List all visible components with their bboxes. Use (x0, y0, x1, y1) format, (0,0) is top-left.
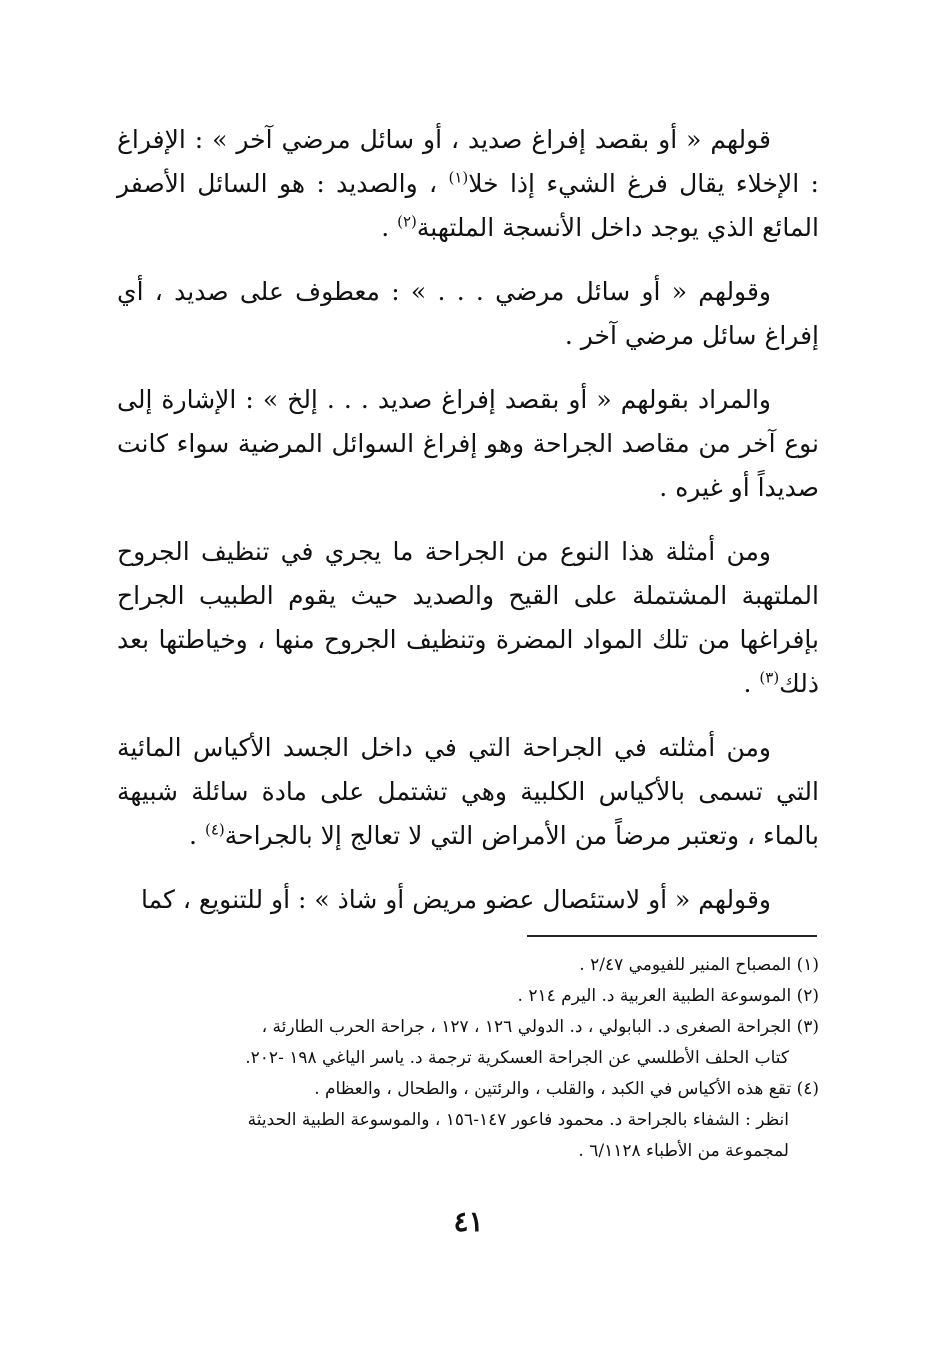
main-text (117, 118, 819, 942)
page-number: ٤١ (453, 1205, 484, 1238)
footnote-ref-4[interactable]: (٤) (204, 820, 225, 839)
footnote-4: (٤) تقع هذه الأكياس في الكبد ، والقلب ، والرئتين ، والطحال ، والعظام . (314, 1079, 819, 1099)
footnote-2: (٢) الموسوعة الطبية العربية د. اليرم ٢١٤ . (517, 986, 819, 1006)
paragraph-2: وقولهم « أو سائل مرضي . . . » : معطوف على صديد ، أي إفراغ سائل مرضي آخر . (117, 277, 819, 350)
paragraph-1: قولهم « أو بقصد إفراغ صديد ، أو سائل مرضي آخر » : الإفراغ : الإخلاء يقال فرغ الشيء إذا خلا$^{(١)}$ ، والصديد : هو السائل الأصفر المائع الذي يوجد داخل الأنسجة الملتهبة$^{(٢)}$ . (117, 125, 819, 242)
footnote-1: (١) المصباح المنير للفيومي ٢/٤٧ . (579, 955, 819, 975)
paragraph-4: ومن أمثلة هذا النوع من الجراحة ما يجري في تنظيف الجروح الملتهبة المشتملة على القيح والصديد حيث يقوم الطبيب الجراح بإفراغها من تلك المواد المضرة وتنظيف الجروح منها ، وخياطتها بعد ذلك$^{(٣)}$ . (117, 537, 819, 698)
footnote-divider (527, 935, 817, 937)
footnote-4-continuation-2: لمجموعة من الأطباء ٦/١١٢٨ . (578, 1141, 789, 1161)
footnote-ref-1[interactable]: (١) (448, 168, 469, 187)
footnote-3-continuation: كتاب الحلف الأطلسي عن الجراحة العسكرية ترجمة د. ياسر الياغي ١٩٨ -٢٠٢. (245, 1048, 789, 1068)
paragraph-3: والمراد بقولهم « أو بقصد إفراغ صديد . . . إلخ » : الإشارة إلى نوع آخر من مقاصد الجراحة وهو إفراغ السوائل المرضية سواء كانت صديداً أو غيره . (117, 385, 819, 502)
footnote-3: (٣) الجراحة الصغرى د. البابولي ، د. الدولي ١٢٦ ، ١٢٧ ، جراحة الحرب الطارئة ، (261, 1017, 819, 1037)
paragraph-5: ومن أمثلته في الجراحة التي في داخل الجسد الأكياس المائية التي تسمى بالأكياس الكلبية وهي تشتمل على مادة سائلة شبيهة بالماء ، وتعتبر مرضاً من الأمراض التي لا تعالج إلا بالجراحة$^{(٤)}$ . (117, 733, 819, 850)
footnotes (117, 950, 819, 1167)
footnote-ref-2[interactable]: (٢) (397, 212, 417, 231)
paragraph-6: وقولهم « أو لاستئصال عضو مريض أو شاذ » : أو للتنويع ، كما (140, 885, 771, 914)
footnote-4-continuation-1: انظر : الشفاء بالجراحة د. محمود فاعور ١٤٧-١٥٦ ، والموسوعة الطبية الحديثة (247, 1110, 789, 1130)
footnote-ref-3[interactable]: (٣) (759, 668, 780, 687)
